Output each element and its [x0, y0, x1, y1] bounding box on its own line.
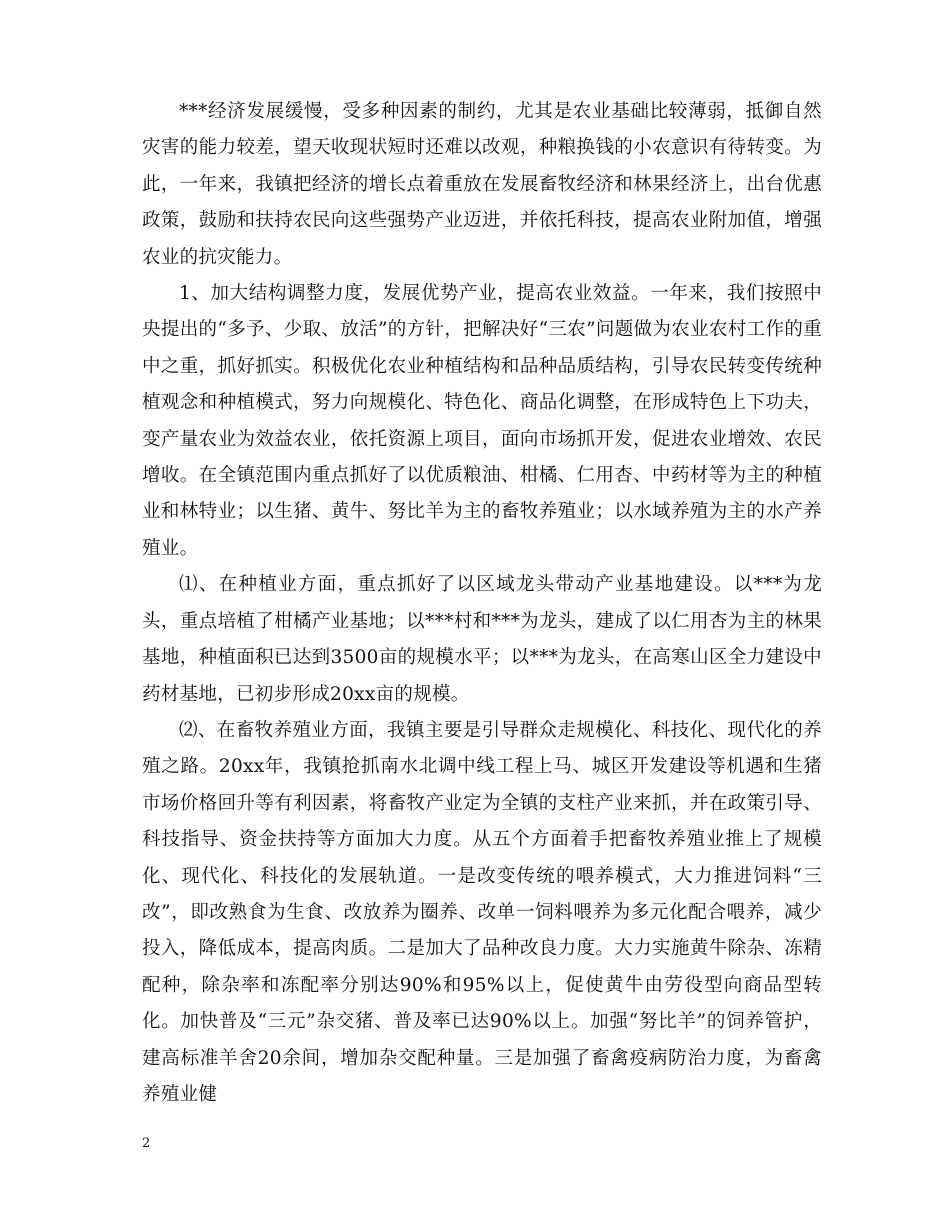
paragraph-planting: ⑴、在种植业方面，重点抓好了以区域龙头带动产业基地建设。以***为龙头，重点培植了柑橘产业基地；以***村和***为龙头，建成了以仁用杏为主的林果基地，种植面积已达到3500亩的规模水平；以***为龙头，在高寒山区全力建设中药材基地，已初步形成20xx亩的规模。 — [142, 574, 822, 705]
paragraph-intro: ***经济发展缓慢，受多种因素的制约，尤其是农业基础比较薄弱，抵御自然灾害的能力较差，望天收现状短时还难以改观，种粮换钱的小农意识有待转变。为此，一年来，我镇把经济的增长点着重放在发展畜牧经济和林果经济上，出台优惠政策，鼓励和扶持农民向这些强势产业迈进，并依托科技，提高农业附加值，增强农业的抗灾能力。 — [142, 101, 822, 268]
paragraph-livestock: ⑵、在畜牧养殖业方面，我镇主要是引导群众走规模化、科技化、现代化的养殖之路。20xx年，我镇抢抓南水北调中线工程上马、城区开发建设等机遇和生猪市场价格回升等有利因素，将畜牧产业定为全镇的支柱产业来抓，并在政策引导、科技指导、资金扶持等方面加大力度。从五个方面着手把畜牧养殖业推上了规模化、现代化、科技化的发展轨道。一是改变传统的喂养模式，大力推进饲料“三改”，即改熟食为生食、改放养为圈养、改单一饲料喂养为多元化配合喂养，减少投入，降低成本，提高肉质。二是加大了品种改良力度。大力实施黄牛除杂、冻精配种，除杂率和冻配率分别达90%和95%以上，促使黄牛由劳役型向商品型转化。加快普及“三元”杂交猪、普及率已达90%以上。加强“努比羊”的饲养管护，建高标准羊舍20余间，增加杂交配种量。三是加强了畜禽疫病防治力度，为畜禽养殖业健 — [142, 719, 822, 1105]
page-number: 2 — [142, 1136, 151, 1151]
body-text — [142, 94, 822, 1113]
paragraph-structure-adjustment: 1、加大结构调整力度，发展优势产业，提高农业效益。一年来，我们按照中央提出的“多予、少取、放活”的方针，把解决好“三农”问题做为农业农村工作的重中之重，抓好抓实。积极优化农业种植结构和品种品质结构，引导农民转变传统种植观念和种植模式，努力向规模化、特色化、商品化调整，在形成特色上下功夫，变产量农业为效益农业，依托资源上项目，面向市场抓开发，促进农业增效、农民增收。在全镇范围内重点抓好了以优质粮油、柑橘、仁用杏、中药材等为主的种植业和林特业；以生猪、黄牛、努比羊为主的畜牧养殖业；以水域养殖为主的水产养殖业。 — [142, 283, 822, 559]
